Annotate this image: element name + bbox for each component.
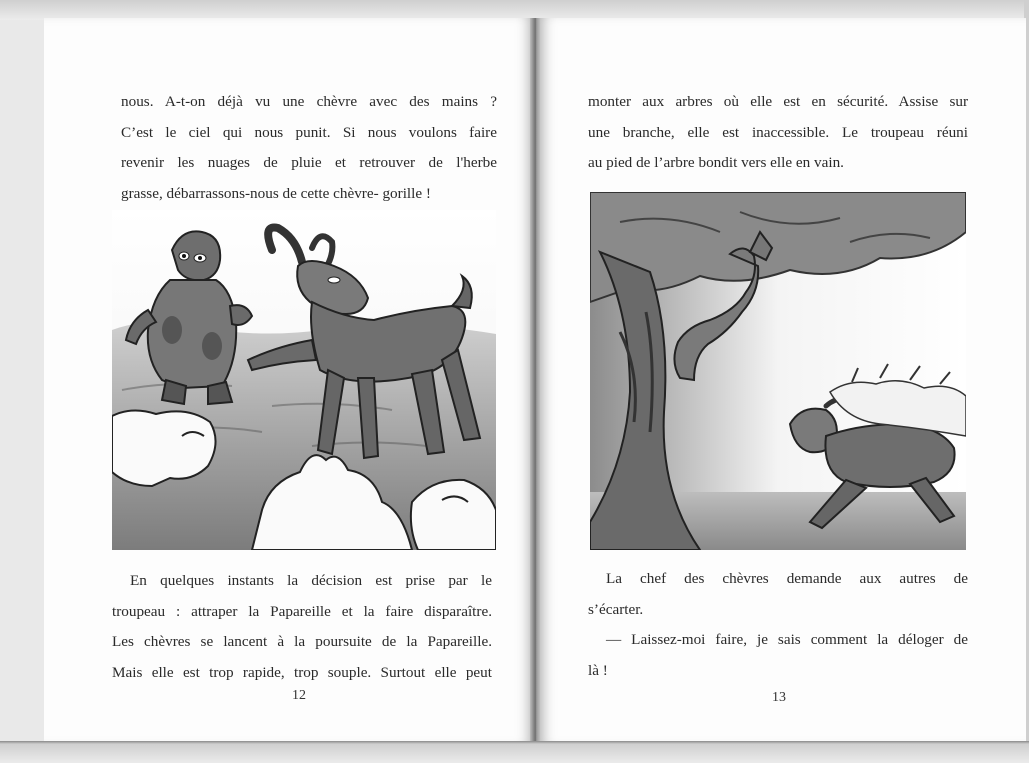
text-line: au pied de l’arbre bondit vers elle en vain. — [588, 154, 844, 171]
left-bottom-paragraph — [112, 566, 492, 688]
text-line: monter aux arbres où elle est en sécurité. Assise sur — [588, 93, 968, 110]
text-line: Les chèvres se lancent à la poursuite de la Papareille. — [112, 633, 492, 650]
left-top-paragraph — [121, 87, 497, 209]
text-line: grasse, débarrassons-nous de cette chèvre- gorille ! — [121, 184, 431, 202]
left-page — [44, 18, 532, 744]
scan-background-bottom — [0, 741, 1029, 763]
page-number-right: 13 — [772, 690, 786, 705]
right-top-paragraph — [588, 87, 968, 179]
text-line: nous. A-t-on déjà vu une chèvre avec des mains ? — [121, 93, 497, 110]
scan-background-top — [0, 0, 1029, 20]
illustration-papareille-in-tree — [590, 192, 966, 550]
illustration-goats-and-papareille — [112, 210, 496, 550]
text-line: revenir les nuages de pluie et retrouver de l'herbe — [121, 154, 497, 171]
text-line: Mais elle est trop rapide, trop souple. Surtout elle peut — [112, 663, 492, 681]
right-bottom-paragraph — [588, 564, 968, 686]
text-line: La chef des chèvres demande aux autres de — [606, 570, 968, 587]
text-line: s’écarter. — [588, 600, 644, 618]
right-page — [540, 18, 1026, 744]
text-line: troupeau : attraper la Papareille et la faire disparaître. — [112, 602, 492, 620]
text-line: En quelques instants la décision est prise par le — [130, 572, 492, 589]
text-line: une branche, elle est inaccessible. Le troupeau réuni — [588, 123, 968, 141]
text-line: C’est le ciel qui nous punit. Si nous voulons faire — [121, 123, 497, 141]
page-number-left: 12 — [292, 688, 306, 703]
text-line: là ! — [588, 661, 608, 679]
text-line: — Laissez-moi faire, je sais comment la déloger de — [606, 631, 968, 648]
